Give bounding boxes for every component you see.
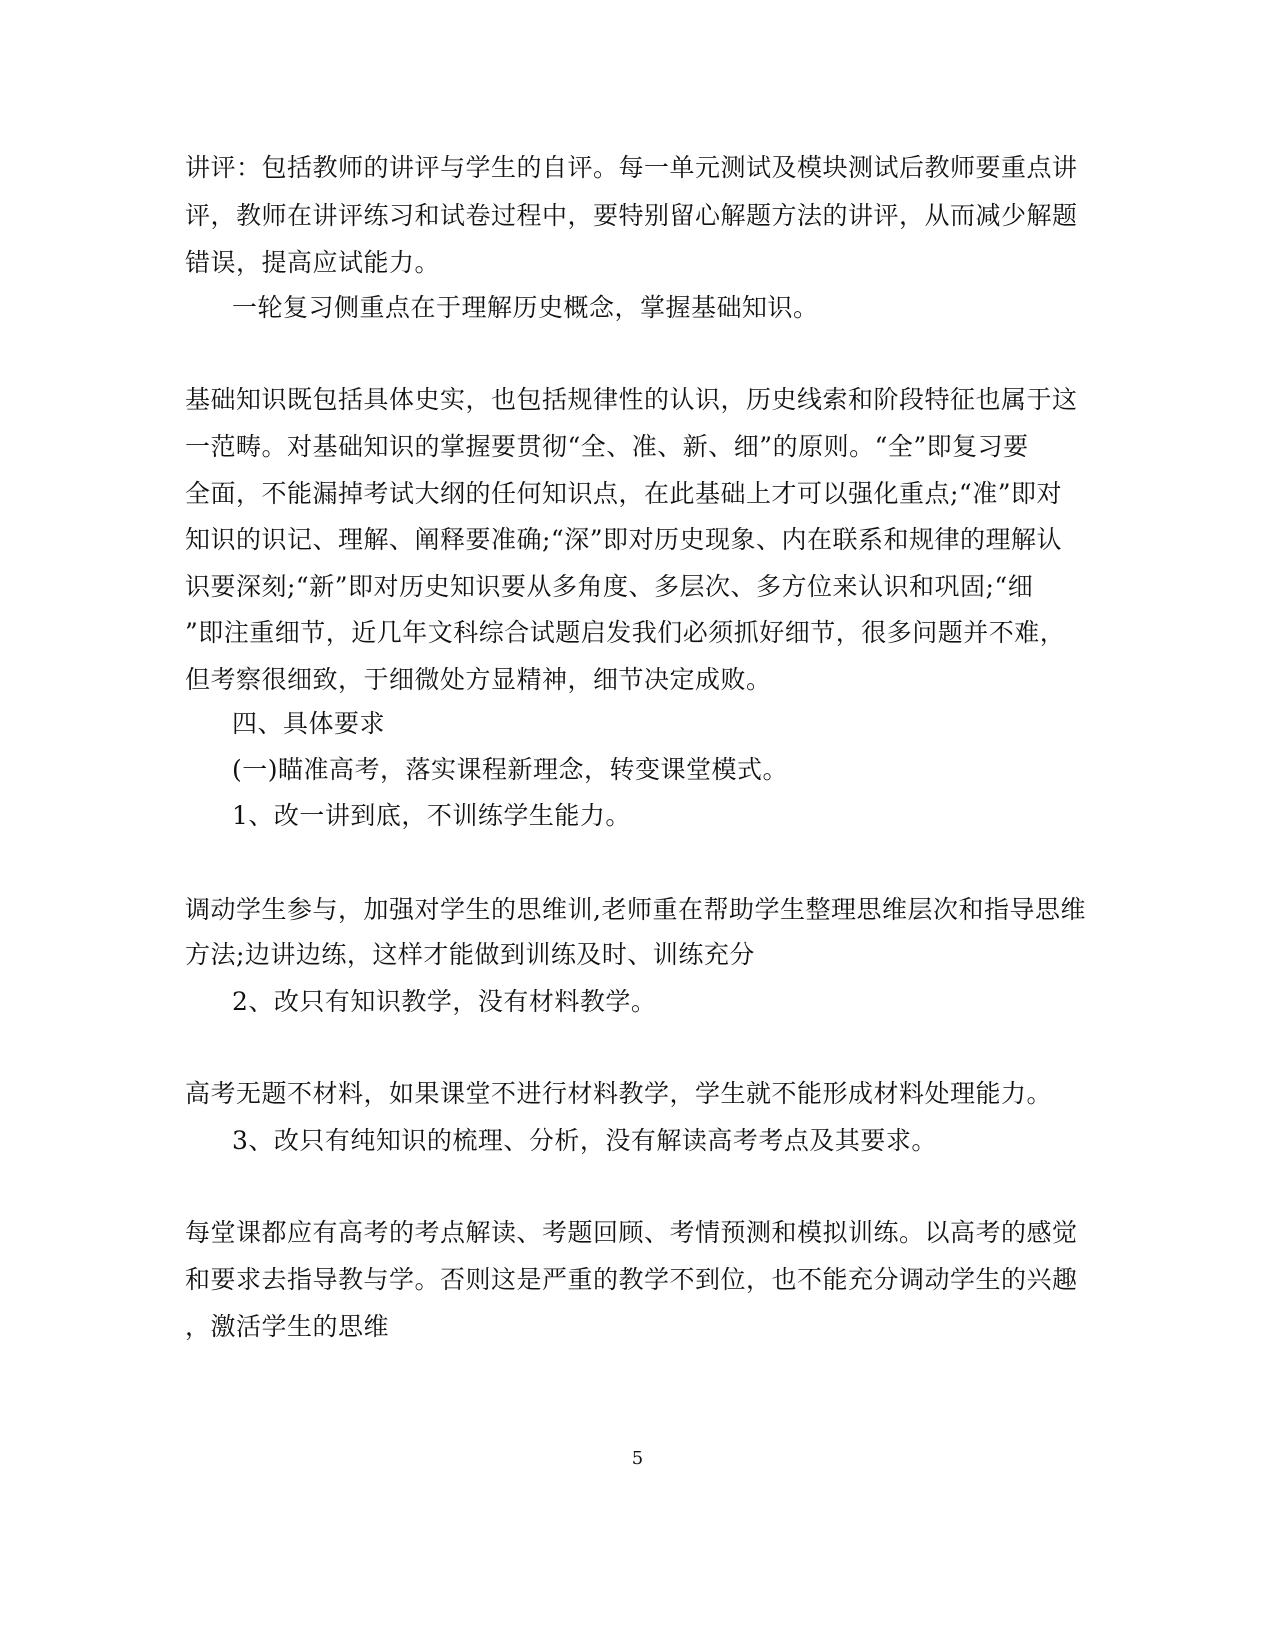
text-line: 评，教师在讲评练习和试卷过程中，要特别留心解题方法的讲评，从而减少解题 <box>185 201 1078 230</box>
list-item-heading: 2、改只有知识教学，没有材料教学。 <box>232 987 657 1016</box>
text-line: ，激活学生的思维 <box>185 1312 390 1341</box>
text-line: 调动学生参与，加强对学生的思维训,老师重在帮助学生整理思维层次和指导思维 <box>185 895 1086 924</box>
subsection-heading: (一)瞄准高考，落实课程新理念，转变课堂模式。 <box>232 755 789 784</box>
text-line: 但考察很细致，于细微处方显精神，细节决定成败。 <box>185 665 772 694</box>
text-line: 识要深刻;“新”即对历史知识要从多角度、多层次、多方位来认识和巩固;“细 <box>185 572 1034 601</box>
text-line: 全面，不能漏掉考试大纲的任何知识点，在此基础上才可以强化重点;“准”即对 <box>185 479 1062 508</box>
section-heading: 四、具体要求 <box>232 709 386 738</box>
list-item-heading: 3、改只有纯知识的梳理、分析，没有解读高考考点及其要求。 <box>232 1126 937 1155</box>
list-item-heading: 1、改一讲到底，不训练学生能力。 <box>232 801 631 830</box>
text-line: 每堂课都应有高考的考点解读、考题回顾、考情预测和模拟训练。以高考的感觉 <box>185 1218 1078 1247</box>
text-line: 方法;边讲边练，这样才能做到训练及时、训练充分 <box>185 940 755 969</box>
text-line: 和要求去指导教与学。否则这是严重的教学不到位，也不能充分调动学生的兴趣 <box>185 1265 1078 1294</box>
page-number: 5 <box>631 1448 644 1469</box>
text-line: 一轮复习侧重点在于理解历史概念，掌握基础知识。 <box>232 293 819 322</box>
text-line: ”即注重细节，近几年文科综合试题启发我们必须抓好细节，很多问题并不难， <box>185 618 1066 647</box>
text-line: 知识的识记、理解、阐释要准确;“深”即对历史现象、内在联系和规律的理解认 <box>185 525 1062 554</box>
text-line: 一范畴。对基础知识的掌握要贯彻“全、准、新、细”的原则。“全”即复习要 <box>185 432 1029 461</box>
text-line: 讲评：包括教师的讲评与学生的自评。每一单元测试及模块测试后教师要重点讲 <box>185 153 1078 182</box>
text-line: 高考无题不材料，如果课堂不进行材料教学，学生就不能形成材料处理能力。 <box>185 1079 1053 1108</box>
text-line: 基础知识既包括具体史实，也包括规律性的认识，历史线索和阶段特征也属于这 <box>185 385 1078 414</box>
text-line: 错误，提高应试能力。 <box>185 248 441 277</box>
